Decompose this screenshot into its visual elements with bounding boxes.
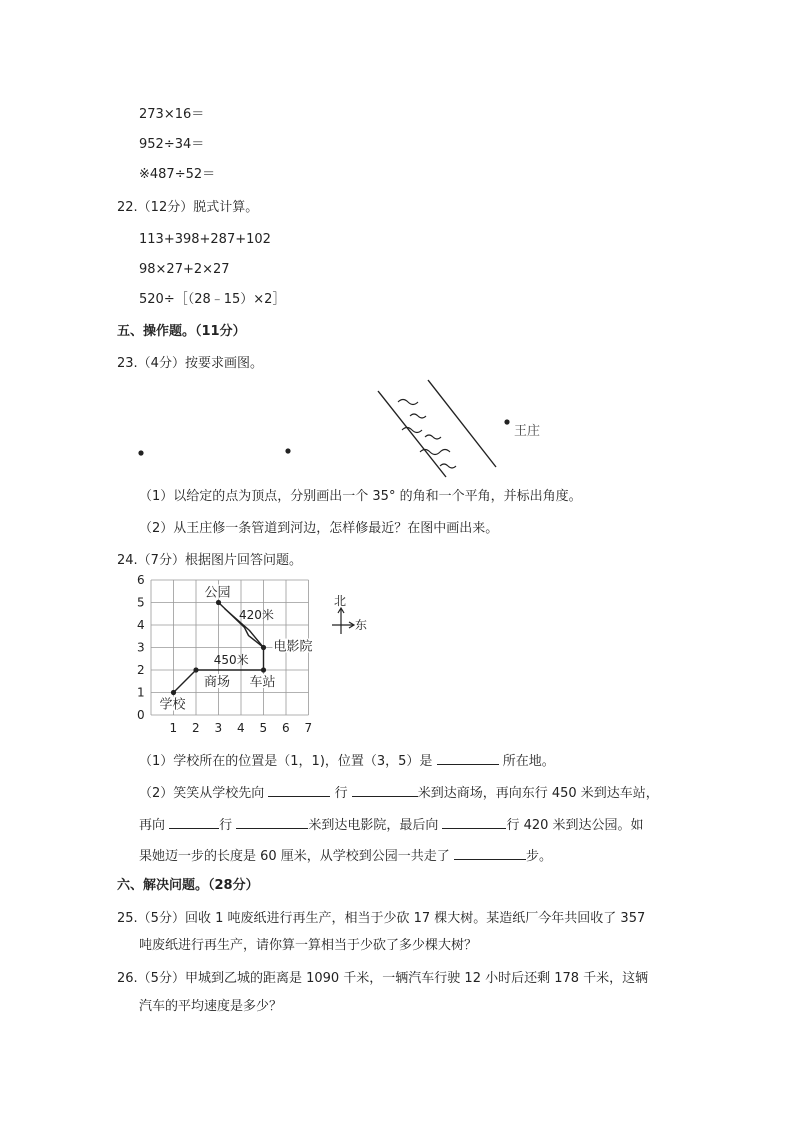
compass-east-label: 东	[355, 618, 368, 632]
y-tick-label: 5	[137, 595, 145, 610]
q23-sub2: （2）从王庄修一条管道到河边，怎样修最近？在图中画出来。	[139, 521, 499, 536]
place-label: 商场	[204, 675, 231, 690]
x-tick-label: 7	[304, 721, 313, 735]
village-label: 王庄	[514, 424, 541, 439]
section-6-title: 六、解决问题。（28分）	[117, 878, 259, 893]
q24-sub2-text-b: 行	[334, 786, 348, 801]
y-tick-label: 2	[137, 663, 145, 677]
place-dot	[261, 645, 266, 650]
q22-item-3: 520÷［（28﹣15）×2］	[139, 292, 286, 307]
q24-sub2-text-h: 果她迈一步的长度是 60 厘米，从学校到公园一共走了	[139, 849, 450, 864]
q24-sub2-blank-4[interactable]	[236, 814, 308, 829]
q23-sub1: （1）以给定的点为顶点，分别画出一个 35° 的角和一个平角，并标出角度。	[139, 489, 582, 504]
q24-sub1	[139, 750, 555, 771]
q23-title: 23.（4分）按要求画图。	[117, 356, 263, 371]
y-tick-label: 1	[137, 685, 145, 700]
y-tick-labels	[137, 575, 145, 722]
q24-sub2-text-e: 行	[219, 818, 233, 833]
q25-line2: 吨废纸进行再生产，请你算一算相当于少砍了多少棵大树？	[139, 938, 478, 953]
q24-sub1-blank[interactable]	[437, 750, 499, 765]
q21-item-3: ※487÷52＝	[139, 167, 216, 182]
q24-grid-map	[128, 575, 388, 745]
x-tick-label: 5	[259, 721, 268, 735]
q21-item-1: 273×16＝	[139, 107, 205, 122]
q22-title: 22.（12分）脱式计算。	[117, 200, 259, 215]
x-tick-label: 1	[169, 721, 178, 735]
q21-item-2: 952÷34＝	[139, 137, 205, 152]
place-label: 车站	[249, 675, 276, 690]
x-tick-label: 3	[214, 721, 223, 735]
q26-line2: 汽车的平均速度是多少？	[139, 999, 283, 1014]
q24-title: 24.（7分）根据图片回答问题。	[117, 553, 302, 568]
q24-sub2-text-g: 行 420 米到达公园。如	[506, 818, 644, 833]
distance-labels	[214, 607, 274, 667]
section-5-title: 五、操作题。（11分）	[117, 324, 246, 339]
compass-north-label: 北	[334, 594, 347, 608]
place-label: 电影院	[273, 639, 313, 655]
q24-sub2-blank-5[interactable]	[442, 814, 506, 829]
q24-sub2-blank-2[interactable]	[352, 782, 418, 797]
q24-sub2-text-i: 步。	[525, 849, 552, 864]
q26-line1: 26.（5分）甲城到乙城的距离是 1090 千米，一辆汽车行驶 12 小时后还剩 178 千米，这辆	[117, 971, 649, 986]
q24-sub2-blank-3[interactable]	[169, 814, 219, 829]
distance-label-450: 450米	[213, 653, 249, 667]
q24-sub2-line2	[139, 814, 644, 835]
place-markers	[159, 585, 314, 713]
q24-sub1-text-b: 所在地。	[502, 754, 555, 769]
x-tick-label: 6	[282, 721, 290, 735]
q24-sub2-blank-1[interactable]	[268, 782, 330, 797]
q24-sub2-text-f: 米到达电影院，最后向	[308, 818, 439, 833]
q22-item-2: 98×27+2×27	[139, 262, 230, 277]
q22-item-1: 113+398+287+102	[139, 232, 271, 247]
q24-sub2-text-a: （2）笑笑从学校先向	[139, 786, 265, 801]
place-dot	[171, 690, 176, 695]
place-dot	[261, 667, 266, 672]
x-tick-label: 2	[192, 721, 200, 735]
place-dot	[216, 600, 221, 605]
x-tick-label: 4	[237, 721, 245, 735]
q24-sub2-text-d: 再向	[139, 818, 166, 833]
y-tick-label: 0	[137, 708, 145, 722]
q25-line1: 25.（5分）回收 1 吨废纸进行再生产，相当于少砍 17 棵大树。某造纸厂今年共回收了 357	[117, 911, 646, 926]
y-tick-label: 3	[137, 640, 145, 655]
q24-sub2-text-c: 米到达商场，再向东行 450 米到达车站，	[417, 786, 659, 801]
place-label: 学校	[159, 697, 186, 713]
q24-sub2-line3	[139, 845, 552, 866]
compass-icon	[332, 608, 354, 634]
x-tick-labels	[170, 721, 313, 735]
place-label: 公园	[204, 585, 231, 601]
q24-sub2-line1	[139, 782, 659, 803]
q23-figure	[0, 370, 794, 485]
river-waves	[398, 400, 456, 469]
vertex-point-2	[285, 448, 290, 453]
vertex-point-1	[138, 450, 143, 455]
distance-label-420: 420米	[239, 608, 274, 622]
q24-sub1-text-a: （1）学校所在的位置是（1，1)，位置（3，5）是	[139, 754, 433, 769]
y-tick-label: 6	[137, 575, 145, 587]
y-tick-label: 4	[137, 618, 145, 632]
village-point	[504, 419, 509, 424]
q24-sub2-blank-6[interactable]	[454, 845, 526, 860]
place-dot	[193, 667, 198, 672]
